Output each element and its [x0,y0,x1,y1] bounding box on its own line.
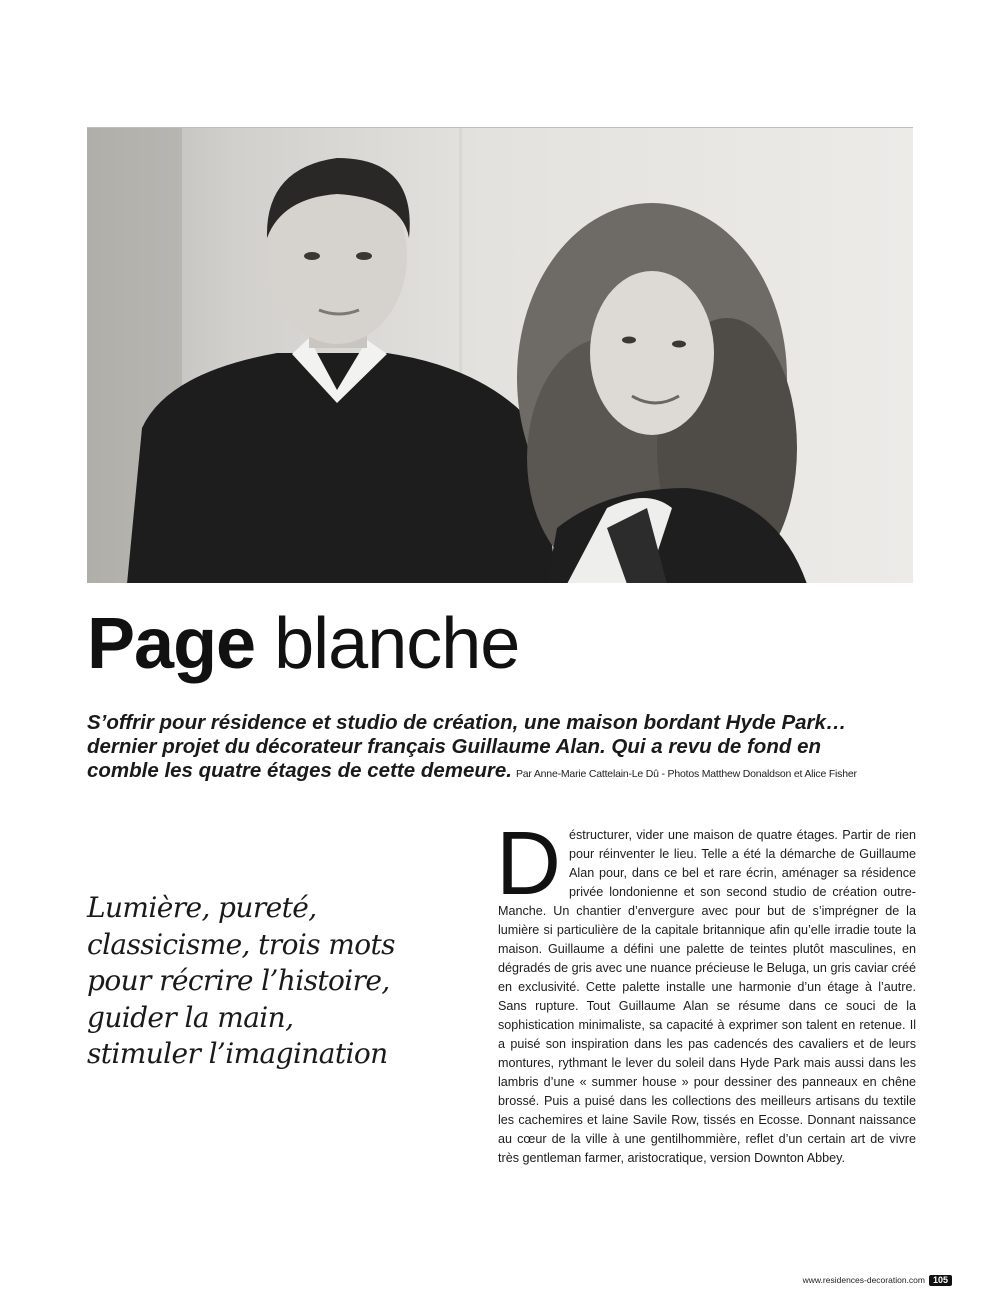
page-number: 105 [929,1275,952,1286]
hero-photo [87,127,913,583]
standfirst-line: S’offrir pour résidence et studio de création, une maison bordant Hyde Park… [87,711,847,734]
pull-quote-line: classicisme, trois mots [87,927,395,961]
standfirst-text: comble les quatre étages de cette demeure. [87,759,512,782]
pull-quote-line: guider la main, [87,1000,294,1034]
pull-quote-line: Lumière, pureté, [87,891,317,924]
pull-quote-line: stimuler l’imagination [87,1037,388,1070]
standfirst-line [87,759,917,786]
website-url: www.residences-decoration.com [802,1275,925,1285]
pull-quote [87,890,447,1073]
byline-credits: Par Anne-Marie Cattelain-Le Dû - Photos Matthew Donaldson et Alice Fisher [515,768,857,780]
body-column [496,814,916,1168]
woman-face [590,271,714,435]
page-footer [803,1273,952,1287]
drop-cap: D [496,814,561,914]
pull-quote-line: pour récrire l’histoire, [87,964,390,997]
title-bold: Page [87,604,256,684]
article-title [87,599,519,689]
standfirst [87,711,917,786]
standfirst-line: dernier projet du décorateur français Guillaume Alan. Qui a revu de fond en [87,735,821,758]
body-paragraph: éstructurer, vider une maison de quatre étages. Partir de rien pour réinventer le lieu. Telle a été la démarche de Guillaume Alan pour, dans ce bel et rare écrin, aménager sa résidence privée londonienne et son second studio de création outre-Manche. Un chantier d’envergure avec pour but de s’imprégner de la lumière si particulière de la capitale britannique afin qu’elle irradie toute la maison. Guillaume a défini une palette de teintes plutôt masculines, en dégradés de gris avec une nuance précieuse le Beluga, un gris caviar créé en exclusivité. Cette palette installe une harmonie d’un étage à l’autre. Sans rupture. Tout Guillaume Alan se résume dans ce souci de la sophistication minimaliste, sa capacité à exprimer son talent en retenue. Il a puisé son inspiration dans les pas cadencés des cavaliers et de leurs montures, rythmant le lever du soleil dans Hyde Park mais aussi dans les lambris d’une « summer house » pour dessiner des panneaux en chêne brossé. Puis a puisé dans les collections des meilleurs artisans du textile les cachemires et laine Savile Row, tissés en Ecosse. Donnant naissance au cœur de la ville à une gentilhommière, reflet d’un certain art de vivre très gentleman farmer, aristocratique, version Downton Abbey. [498,828,916,1165]
portrait-illustration [87,128,913,583]
title-light: blanche [274,604,520,684]
